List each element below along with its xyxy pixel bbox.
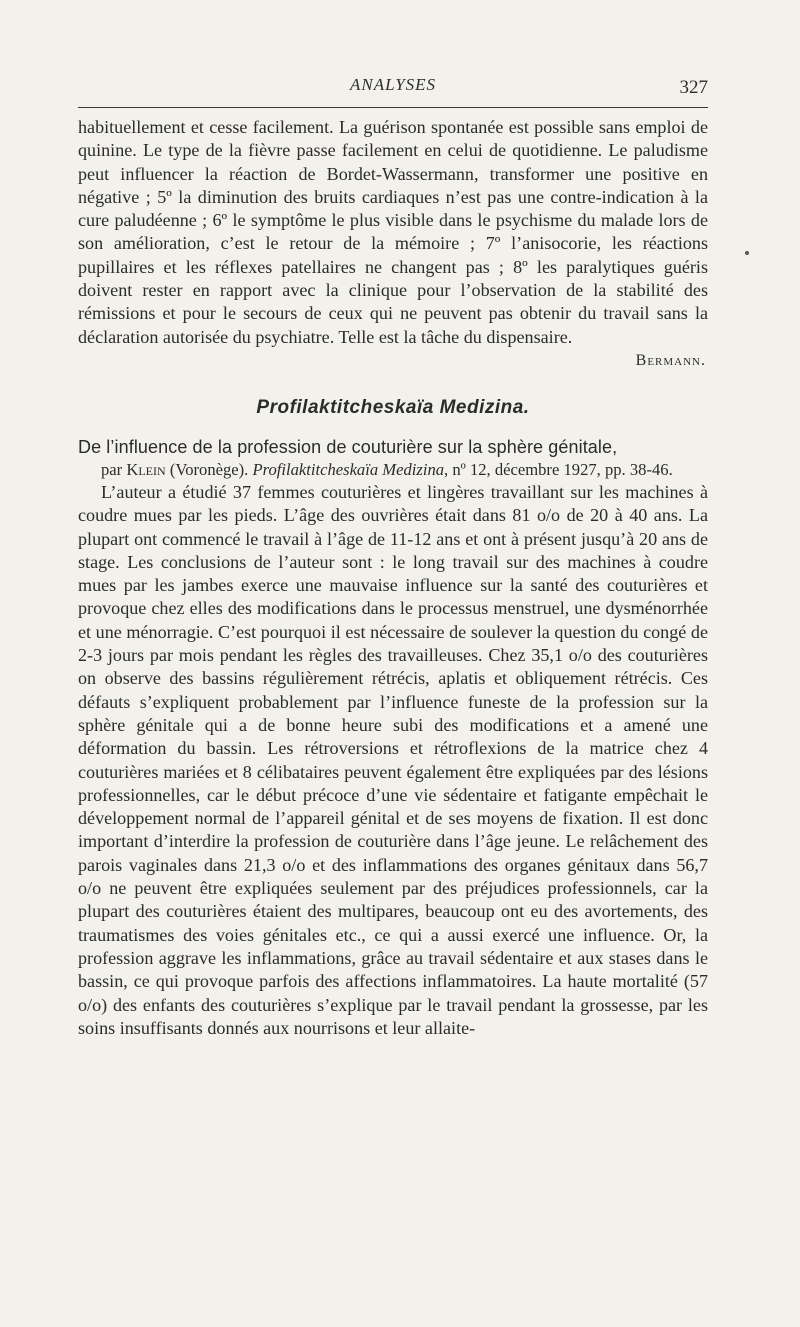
reviewer-signature: Bermann. [635, 351, 706, 369]
article-author: Klein [126, 459, 166, 479]
issue-info: nº 12, décembre 1927, pp. 38-46. [452, 459, 673, 479]
article-title: De l’influence de la profession de couturière sur la sphère génitale, [78, 436, 618, 457]
article-citation [101, 459, 708, 481]
running-title: ANALYSES [349, 75, 437, 94]
review-body-paragraph: L’auteur a étudié 37 femmes couturières et lingères travaillant sur les machines à coudre mues par les pieds. L’âge des ouvrières était dans 81 o/o de 20 à 40 ans. La plupart ont commencé le travail à l’âge de 11-12 ans et ont à présent jusqu’à 20 ans de stage. Les conclusions de l’auteur sont : le long travail sur des machines à coudre mues par les jambes exerce une mauvaise influence sur la santé des couturières et provoque chez elles des modifications dans le processus menstruel, une dysménorrhée et une ménorragie. C’est pourquoi il est nécessaire de soulever la question du congé de 2-3 jours par mois pendant les règles des travailleuses. Chez 35,1 o/o des couturières on observe des bassins régulièrement rétrécis, aplatis et obliquement rétrécis. Ces défauts s’expliquent probablement par l’influence funeste de la profession sur la sphère génitale qui a de bonne heure subi des modifications et a amené une déformation du bassin. Les rétroversions et rétroflexions de la matrice chez 4 couturières mariées et 8 célibataires peuvent également être expliquées par des lésions professionnelles, car le début précoce d’une vie sédentaire et fatigante empêchait le développement normal de l’appareil génital et de ses moyens de fixation. Il est donc important d’interdire la profession de couturière dans l’âge jeune. Le relâchement des parois vaginales dans 21,3 o/o et des inflammations des organes génitaux dans 56,7 o/o ne peuvent être expliquées seulement par des préjudices professionnels, car la plupart des couturières étaient des multipares, beaucoup ont eu des avortements, des traumatismes des voies génitales etc., ce qui a aussi exercé une influence. Or, la profession aggrave les inflammations, grâce au travail sédentaire et aux stases dans le bassin, ce qui provoque parfois des affections inflammatoires. La haute mortalité (57 o/o) des enfants des couturières s’explique par le travail pendant la grossesse, par les soins insuffisants donnés aux nourrisons et leur allaite- [78, 481, 708, 1038]
header-rule [78, 107, 708, 108]
previous-review-paragraph: habituellement et cesse facilement. La guérison spontanée est possible sans emploi de quinine. Le type de la fièvre passe facilement en celui de quotidienne. Le paludisme peut influencer la réaction de Bordet-Wassermann, transformer une positive en négative ; 5º la diminution des bruits cardiaques n’est pas une contre-indication à la cure paludéenne ; 6º le symptôme le plus visible dans le psychisme du malade lors de son amélioration, c’est le retour de la mémoire ; 7º l’anisocorie, les réactions pupillaires et les réflexes patellaires ne changent pas ; 8º les paralytiques guéris doivent rester en rapport avec la clinique pour l’observation de la stabilité des rémissions et pour le secours de ceux qui ne peuvent pas obtenir du travail sans la déclaration autorisée du psychiatre. Telle est la tâche du dispensaire. [78, 117, 708, 347]
page-number: 327 [679, 77, 708, 98]
journal-section-title: Profilaktitcheskaïa Medizina. [256, 396, 530, 418]
author-location: (Voronège). [169, 459, 249, 479]
page-header [78, 72, 708, 102]
journal-name: Profilaktitcheskaïa Medizina, [252, 459, 449, 479]
citation-prefix: par [101, 459, 123, 479]
body-text [78, 116, 708, 1040]
margin-mark [745, 251, 749, 255]
